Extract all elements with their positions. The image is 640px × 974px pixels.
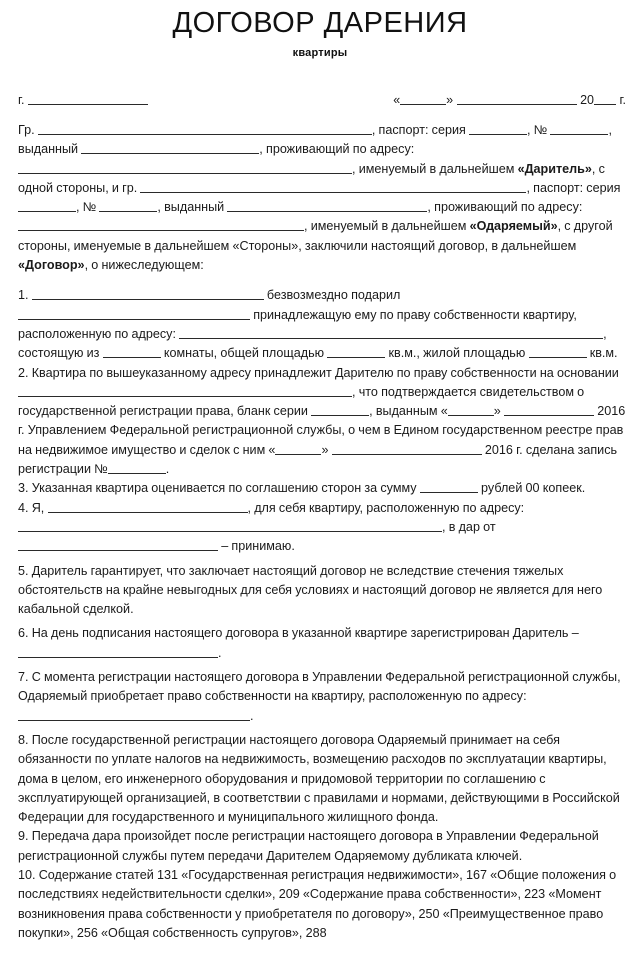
clause-10-text-1: 10. Содержание статей 131 «Государственная регистрация недвижимости», 167 «Общие — [18, 867, 539, 882]
year-prefix: 20 — [580, 93, 594, 107]
clause-4-text-1: 4. Я, — [18, 500, 45, 515]
donee-passport-number-blank[interactable] — [99, 200, 157, 213]
clause-3-amount-blank[interactable] — [420, 481, 478, 494]
clause-2-text-7: 2016 г. Управлением Федеральной регистрационной службы, о чем в Едином — [18, 404, 626, 438]
clause-2-text-3: , что подтверждается — [352, 384, 477, 399]
clause-2-day-blank[interactable] — [448, 404, 494, 417]
clause-2-text-2: основании — [557, 365, 619, 380]
number-sign-2: , № — [76, 200, 97, 215]
clause-2-text-5: , выданным « — [369, 404, 448, 419]
spacer — [18, 110, 626, 121]
donee-issued-blank[interactable] — [227, 200, 427, 213]
clause-8-text-1: 8. После государственной регистрации настоящего договора Одаряемый принимает на себя — [18, 732, 560, 747]
clause-8-text-3: квартиры, дома в целом, его инженерного оборудования и придомовой территории по — [18, 752, 607, 786]
issued-by-label-2: , выданный — [157, 200, 225, 215]
donor-passport-series-blank[interactable] — [469, 122, 527, 135]
clause-1-number: 1. — [18, 288, 29, 303]
clause-7-text-3: . — [250, 708, 254, 723]
preamble-block: Гр. , паспорт: серия , № , выданный , проживающий по адресу: , именуемый в дальнейшем «Даритель», с одной стороны, и гр. , паспорт: серия , № , выданный , проживающий по адресу: , именуемый в дальнейшем «Одаряемый», с другой стороны, именуемые в дальнейшем «Стороны», заключили настоящий договор, в дальнейшем «Договор», о нижеследующем: — [18, 123, 621, 273]
donee-tail: , с другой стороны, именуемые в дальнейшем «Стороны», заключили настоящий — [18, 219, 613, 253]
clause-1-text-6: кв.м., жилой площадью — [388, 346, 526, 361]
document-body — [0, 110, 640, 943]
clause-5-text-3: него кабальной сделкой. — [18, 582, 603, 617]
clause-1-total-area-blank[interactable] — [327, 346, 385, 359]
clause-7-text-1: 7. С момента регистрации настоящего договора в Управлении Федеральной регистрационной — [18, 670, 569, 685]
residing-label-2: , проживающий — [427, 200, 518, 215]
clause-2-text-10: 2016 г. сделана запись регистрации № — [18, 442, 618, 477]
residing-label: , проживающий по адресу: — [259, 142, 415, 157]
clause-4-from-blank[interactable] — [18, 539, 218, 552]
clause-8-text-2: обязанности по уплате налогов на недвижимость, возмещению расходов по эксплуатации — [18, 752, 546, 767]
clause-2 — [18, 364, 626, 480]
clause-9-text-3: ключей. — [475, 848, 523, 863]
city-blank[interactable] — [28, 93, 148, 106]
month-blank[interactable] — [457, 93, 577, 106]
clause-1-text-4: комнаты, — [163, 346, 218, 361]
clause-7 — [18, 668, 626, 726]
agreement-term: «Договор» — [18, 258, 85, 273]
clause-10-text-3: собственности», 223 «Момент возникновения права собственности у приобретателя по — [18, 887, 602, 921]
clause-6-text-1: 6. На день подписания настоящего договора в указанной квартире зарегистрирован Даритель – — [18, 626, 579, 641]
clause-3-text-2: рублей 00 — [481, 481, 540, 496]
date-quote-open: « — [393, 93, 401, 107]
hereinafter-label-2: , именуемый в дальнейшем — [304, 219, 467, 234]
date-field — [393, 90, 626, 110]
citizen-label: Гр. — [18, 123, 35, 137]
clause-2-text-6: » — [493, 404, 501, 419]
donor-term: «Даритель» — [517, 161, 592, 176]
date-quote-close: » — [446, 93, 454, 107]
clause-1-donee-blank[interactable] — [18, 307, 250, 320]
clause-9-text-2: Федеральной регистрационной службы путем передачи Дарителем Одаряемому дубликата — [18, 829, 599, 863]
address-label-2: по адресу: — [520, 200, 583, 215]
clause-1-text-5: общей площадью — [220, 346, 325, 361]
clause-1-text-2: принадлежащую ему по праву собственности квартиру, расположенную по адресу: — [18, 307, 577, 341]
clause-2-egrp-day-blank[interactable] — [275, 442, 321, 455]
donor-address-blank[interactable] — [18, 161, 352, 174]
clause-1-text-1: безвозмездно подарил — [266, 288, 401, 303]
day-blank[interactable] — [400, 93, 446, 106]
clause-1-rooms-blank[interactable] — [103, 346, 161, 359]
clause-2-series-blank[interactable] — [311, 404, 369, 417]
hereinafter-label: , именуемый в дальнейшем — [352, 161, 515, 176]
clause-3 — [18, 479, 626, 498]
clause-4-address-blank[interactable] — [18, 519, 442, 532]
issued-by-label: , выданный — [18, 123, 612, 157]
clause-2-text-1: 2. Квартира по вышеуказанному адресу принадлежит Дарителю по праву собственности на — [18, 365, 554, 380]
clause-4-name-blank[interactable] — [48, 500, 248, 513]
donor-name-blank[interactable] — [38, 122, 372, 135]
clause-4-text-3: , в дар от — [442, 519, 496, 534]
clause-1-donor-blank[interactable] — [32, 288, 264, 301]
clause-6 — [18, 624, 626, 663]
document-header-row — [0, 90, 640, 110]
clause-8-text-6: фонда. — [396, 810, 439, 825]
clause-1-living-area-blank[interactable] — [529, 346, 587, 359]
clause-1 — [18, 286, 626, 363]
clause-5 — [18, 562, 626, 620]
passport-label-2: паспорт: серия — [533, 180, 621, 195]
clause-4-text-2: , для себя квартиру, расположенную по адресу: — [247, 500, 525, 515]
donee-term: «Одаряемый» — [469, 219, 558, 234]
year-suffix: г. — [619, 93, 626, 107]
clause-9-text-1: 9. Передача дара произойдет после регистрации настоящего договора в Управлении — [18, 829, 516, 844]
clause-10-text-4: договору», 250 «Преимущественное право покупки», 256 «Общая собственность супругов», 288 — [18, 906, 604, 940]
clause-2-text-4: свидетельством о государственной регистрации права, бланк серии — [18, 384, 585, 419]
clause-3-text-1: 3. Указанная квартира оценивается по соглашению сторон за сумму — [18, 481, 417, 496]
clause-7-address-blank[interactable] — [18, 708, 250, 721]
clause-2-text-9: » — [321, 442, 329, 457]
donor-issued-blank[interactable] — [81, 142, 259, 155]
page-subtitle: квартиры — [292, 47, 348, 59]
clause-6-text-2: . — [218, 645, 222, 660]
clause-2-egrp-month-blank[interactable] — [332, 442, 482, 455]
clause-8-text-4: соглашению с эксплуатирующей организацией, в соответствии с правилами и нормами, — [18, 771, 546, 805]
clause-6-registered-blank[interactable] — [18, 645, 218, 658]
spacer — [18, 275, 626, 286]
clause-2-record-number-blank[interactable] — [108, 461, 166, 474]
city-label-text: г. — [18, 93, 25, 107]
donor-tail: , с одной стороны, и гр. — [18, 161, 605, 195]
clause-4 — [18, 499, 626, 557]
clause-2-basis-blank[interactable] — [18, 384, 352, 397]
clause-2-month-blank[interactable] — [504, 404, 594, 417]
clause-2-text-11: . — [165, 462, 170, 477]
clause-5-text-2: обстоятельств на крайне невыгодных для себя условиях и настоящий договор не является для — [18, 582, 574, 597]
number-sign: , № — [527, 123, 548, 137]
clause-1-text-3: , состоящую из — [18, 326, 607, 361]
clause-4-text-4: – принимаю. — [221, 539, 295, 554]
donee-passport-series-blank[interactable] — [18, 200, 76, 213]
donee-address-blank[interactable] — [18, 219, 304, 232]
year-blank[interactable] — [594, 93, 616, 106]
agreement-line-pre: договор, в дальнейшем — [438, 238, 577, 253]
agreement-line-post: , о нижеследующем: — [84, 258, 204, 273]
clause-5-text-1: 5. Даритель гарантирует, что заключает настоящий договор не вследствие стечения тяжелых — [18, 563, 564, 578]
clause-8 — [18, 731, 626, 827]
clause-9 — [18, 827, 626, 866]
clause-8-text-5: действующими в Российской Федерации для государственного и муниципального жилищного — [18, 790, 620, 825]
clause-10-text-2: положения о последствиях недействительности сделки», 209 «Содержание права — [18, 867, 617, 902]
clause-2-text-8: государственном реестре прав на недвижимое имущество и сделок с ним « — [18, 423, 624, 457]
donor-passport-number-blank[interactable] — [550, 122, 608, 135]
donee-name-blank[interactable] — [140, 180, 526, 193]
city-field — [18, 90, 148, 110]
clause-1-text-7: кв.м. — [589, 346, 618, 361]
clause-7-text-2: службы, Одаряемый приобретает право собственности на квартиру, расположенную по адресу: — [18, 670, 621, 704]
clause-10 — [18, 866, 626, 943]
page-title: ДОГОВОР ДАРЕНИЯ — [172, 7, 468, 39]
clause-1-address-blank[interactable] — [179, 326, 603, 339]
passport-label: , паспорт: серия — [371, 123, 466, 137]
clause-3-text-3: копеек. — [542, 481, 586, 496]
